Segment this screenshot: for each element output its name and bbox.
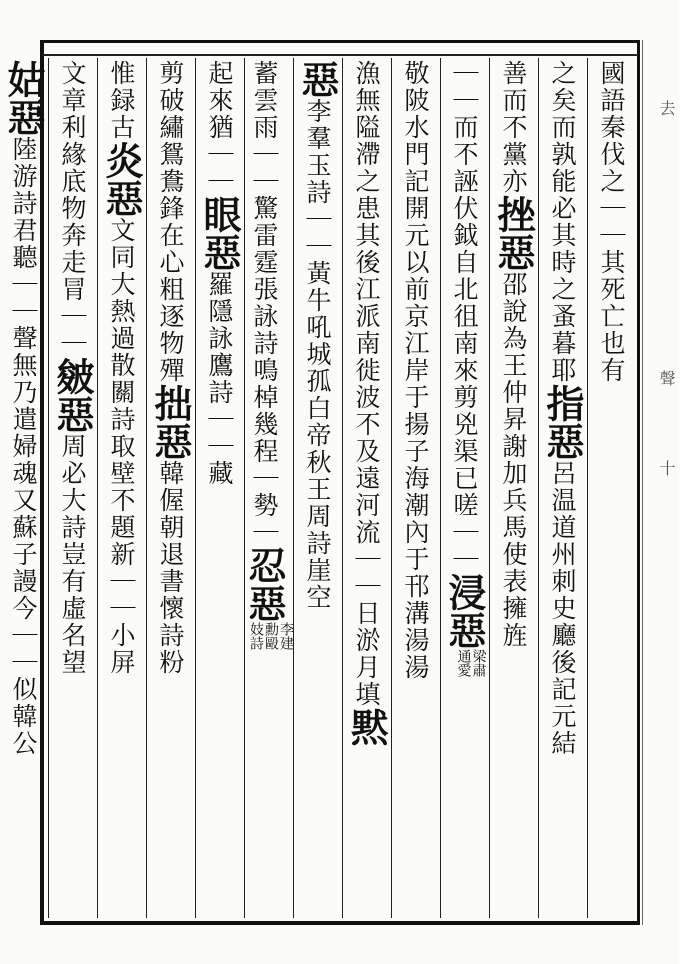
column-text: 羅隱詠鷹詩｜｜藏 [205,271,234,487]
column-text: 起來猶｜｜ [205,60,234,195]
annotation-note: 李建勳毆妓詩 [248,622,294,650]
column-text: 惟録古 [107,60,136,141]
text-column [538,58,587,918]
column-text: ｜｜ [450,519,479,573]
annotation-note: 邵說為王仲昇謝加兵馬使表擁旌 [499,271,528,649]
text-column [440,58,489,918]
annotation-note: 伏鉞自北徂南來剪兇渠已嗟 [450,195,479,519]
headword: 皴惡 [50,357,95,433]
column-text: 利緣底物奔走冐｜｜ [58,114,87,357]
column-text: 國語秦伐之｜｜其死亡也有 [597,60,626,384]
text-column [195,58,244,918]
column-text: 文章 [58,60,87,114]
column-text: 漁無隘滯之患其後江派南徙波不及遠河流｜｜日淤月填 [352,60,381,708]
headword: 挫惡 [491,195,536,271]
column-text: ｜｜而不誣 [450,60,479,195]
text-column [0,58,48,918]
text-column [48,58,97,918]
column-text: 李羣玉詩｜｜黃牛吼城孤白帝秋王周詩崖空 [303,98,332,611]
text-column [97,58,146,918]
column-text: 壁不題新｜｜小屏 [107,460,136,676]
headword: 黙 [344,708,389,746]
text-columns [1,58,636,918]
column-text: 蘇子謾今｜｜似韓公 [9,514,38,757]
text-column [391,58,440,918]
annotation-note: 梁肅通愛 [455,649,487,677]
column-text: 善而不黨亦 [499,60,528,195]
column-text: 陸游詩君聽｜｜聲無乃遣婦魂又 [9,136,38,514]
text-column [587,58,636,918]
headword: 浸惡 [442,573,487,649]
text-column [489,58,538,918]
column-text: 之矣而孰能必其時之蚤暮耶 [548,60,577,384]
column-text: 韓偓朝退書懷詩粉 [156,460,185,676]
column-text: 敬陂水門記開元以前京江岸于揚子海潮內于邗溝湯湯 [401,60,430,681]
column-text: 蓄雲雨｜｜驚雷霆張詠詩鳴棹幾程｜勢｜ [250,60,279,546]
margin-fragment: 聲 [657,370,676,386]
text-column [146,58,195,918]
text-column [293,58,342,918]
top-rule [42,54,638,56]
headword: 炎惡 [99,141,144,217]
headword: 忍惡 [242,546,287,622]
column-text: 剪破繡鴛鴦 [156,60,185,195]
annotation-note: 呂温道州刺史廳後記元結 [548,460,577,757]
headword: 指惡 [540,384,585,460]
column-text: 文同大熱過散關詩取 [107,217,136,460]
right-margin-strip [642,40,680,925]
headword: 拙惡 [148,384,193,460]
text-column [342,58,391,918]
headword: 眼惡 [197,195,242,271]
headword: 惡 [295,60,340,98]
margin-fragment: 去 [657,100,676,116]
column-text: 周必大詩豈有虛名望 [58,433,87,676]
text-column [244,58,293,918]
headword: 姑惡 [1,60,46,136]
column-text: 鋒在心粗逐物殫 [156,195,185,384]
margin-fragment: 十 [657,460,676,476]
